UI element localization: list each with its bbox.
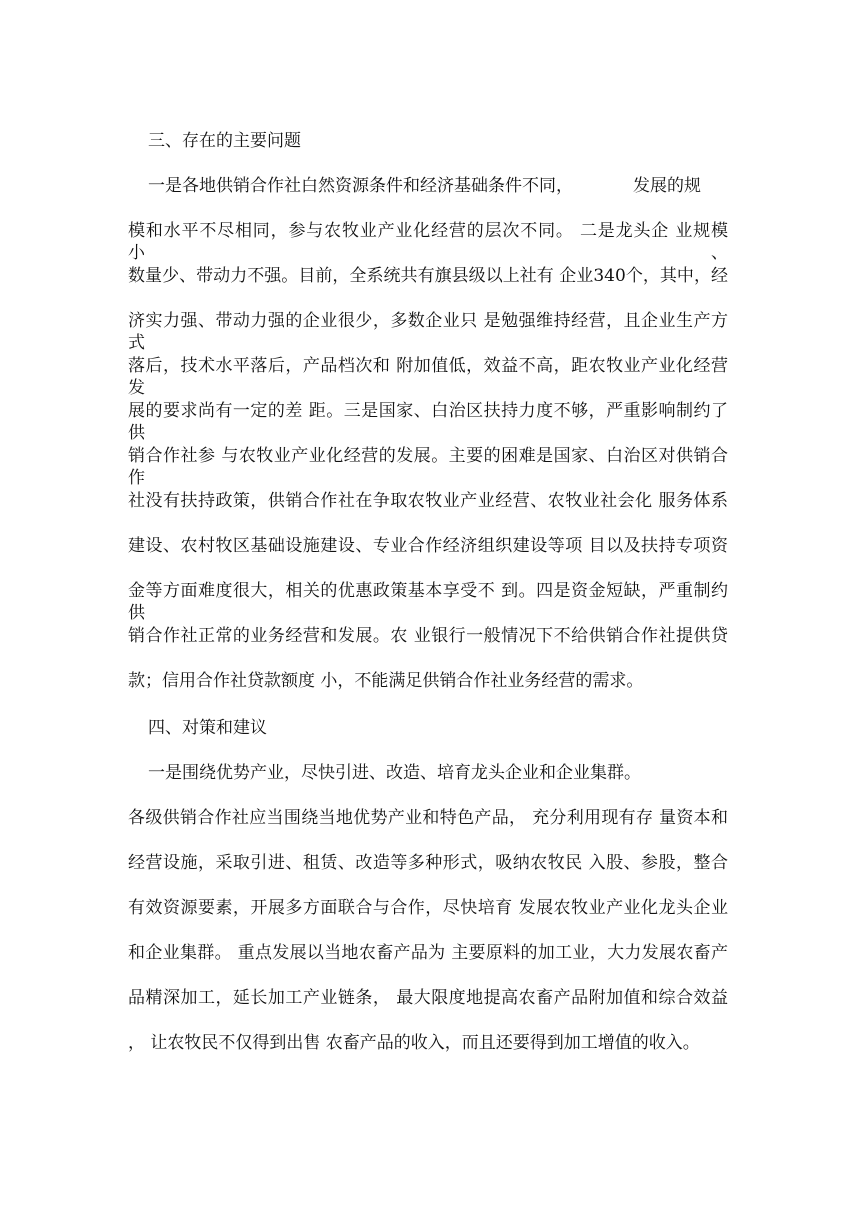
paragraph-line: 销合作社参 与农牧业产业化经营的发展。主要的困难是国家、白治区对供销合作 <box>128 446 728 488</box>
paragraph-line: 落后，技术水平落后，产品档次和 附加值低，效益不高，距农牧业产业化经营发 <box>128 356 728 398</box>
paragraph-line: 各级供销合作社应当围绕当地优势产业和特色产品， 充分利用现有存 量资本和 <box>128 808 728 828</box>
paragraph-line: 款；信用合作社贷款额度 小，不能满足供销合作社业务经营的需求。 <box>128 671 644 691</box>
paragraph-line: 经营设施，采取引进、租赁、改造等多种形式，吸纳农牧民 入股、参股，整合 <box>128 853 728 873</box>
paragraph-line: 建设、农村牧区基础设施建设、专业合作经济组织建设等项 目以及扶持专项资 <box>128 536 728 556</box>
paragraph-line: 模和水平不尽相同，参与农牧业产业化经营的层次不同。 二是龙头企 业规模小、 <box>128 221 728 263</box>
paragraph-line: ， 让农牧民不仅得到出售 农畜产品的收入，而且还要得到加工增值的收入。 <box>128 1033 700 1053</box>
paragraph-line: 品精深加工，延长加工产业链条， 最大限度地提高农畜产品附加值和综合效益 <box>128 988 728 1008</box>
paragraph-line: 销合作社正常的业务经营和发展。农 业银行一般情况下不给供销合作社提供贷 <box>128 626 728 646</box>
section-heading-suggestions: 四、对策和建议 <box>148 718 267 738</box>
paragraph-line <box>148 175 701 197</box>
paragraph-line: 金等方面难度很大，相关的优惠政策基本享受不 到。四是资金短缺，严重制约供 <box>128 581 728 623</box>
paragraph-line: 济实力强、带动力强的企业很少，多数企业只 是勉强维持经营，且企业生产方式 <box>128 311 728 353</box>
paragraph-line: 社没有扶持政策，供销合作社在争取农牧业产业经营、农牧业社会化 服务体系 <box>128 491 728 511</box>
line-tail: 发展的规 <box>633 176 701 196</box>
paragraph-line: 展的要求尚有一定的差 距。三是国家、白治区扶持力度不够，严重影响制约了供 <box>128 401 728 443</box>
paragraph-line: 一是围绕优势产业，尽快引进、改造、培育龙头企业和企业集群。 <box>148 763 641 783</box>
section-heading-problems: 三、存在的主要问题 <box>148 131 301 151</box>
paragraph-line: 有效资源要素，开展多方面联合与合作，尽快培育 发展农牧业产业化龙头企业 <box>128 898 728 918</box>
paragraph-line: 数量少、带动力不强。目前，全系统共有旗县级以上社有 企业340个，其中，经 <box>128 266 728 286</box>
line-text: 一是各地供销合作社白然资源条件和经济基础条件不同， <box>148 176 573 196</box>
paragraph-line: 和企业集群。 重点发展以当地农畜产品为 主要原料的加工业，大力发展农畜产 <box>128 943 728 963</box>
